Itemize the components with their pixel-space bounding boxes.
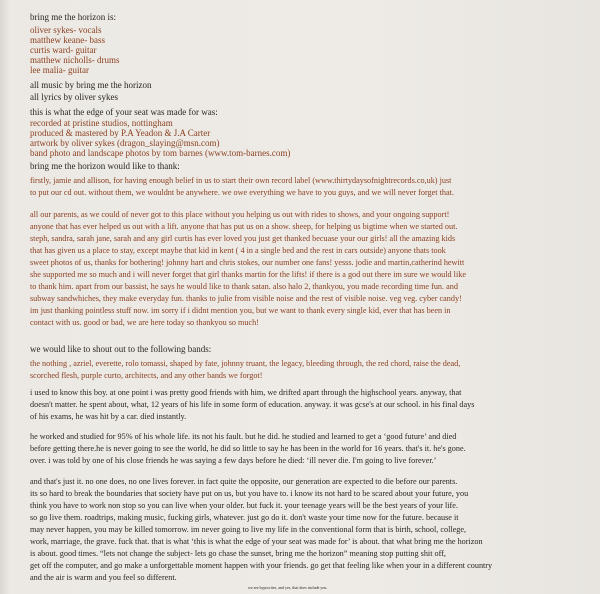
thanks-line: she supported me so much and i will never forget that girl thanks martin for the lifts! if there is a god out there im sure we would like — [30, 270, 466, 279]
production-line: artwork by oliver sykes (dragon_slaying@msn.com) — [30, 138, 220, 148]
story-line: i used to know this boy. at one point i was pretty good friends with him, we drifted apart through the highschool years. anyway, that — [30, 388, 462, 397]
shoutout-heading: we would like to shout out to the following bands: — [30, 344, 212, 354]
story-line: work, marriage, the grave. fuck that. that is what ‘this is what the edge of your seat was made for’ is about. that what bring me the horizon — [30, 537, 483, 546]
story-line: and that's just it. no one does, no one lives forever. in fact quite the opposite, our generation are expected to die before our parents. — [30, 477, 458, 486]
member-line: lee malia- guitar — [30, 65, 89, 75]
thanks-line: to thank him. apart from our bassist, he says he would like to thank satan. also halo 2, thankyou, you made recording time fun. and — [30, 282, 458, 291]
shoutout-line: scorched flesh, purple curto, architects, and any other bands we forgot! — [30, 371, 263, 380]
thanks-line: sweet photos of us, thanks for bothering! johnny hart and chris stokes, our number one fans! yesss. jodie and martin,catherind hewitt — [30, 258, 465, 267]
production-line: band photo and landscape photos by tom barnes (www.tom-barnes.com) — [30, 148, 291, 158]
story-line: so go live them. roadtrips, making music, fucking girls, whatever. just go do it. don't waste your time now for the future. because it — [30, 513, 459, 522]
story-line: he worked and studied for 95% of his whole life. its not his fault. but he did. he studied and learned to get a ‘good future’ and died — [30, 432, 457, 441]
story-line: of his exams, he was hit by a car. died instantly. — [30, 412, 187, 421]
story-line: its so hard to break the boundaries that society have put on us, but you have to. i know its not hard to be scared about your future, you — [30, 489, 469, 498]
story-line: get off the computer, and go make a unforgettable moment happen with your friends. go get that feeling like when your in a different country — [30, 561, 493, 570]
story-line: think you have to work non stop so you can live when your older. but fuck it. your teenage years will be the best years of your life. — [30, 501, 458, 510]
story-line: before getting there.he is never going to see the world, he did so little to say he has been in the world for 16 years. that's it. he's gone. — [30, 444, 466, 453]
story-line: and the air is warm and you feel so different. — [30, 573, 177, 582]
story-line: over. i was told by one of his close friends he was saying a few days before he died: ‘ill never die. I'm going to live forever.’ — [30, 456, 437, 465]
footnote: we are hypocrites, and yes, that does include you. — [248, 585, 328, 590]
thanks-heading: bring me the horizon would like to thank: — [30, 161, 180, 171]
edge-heading: this is what the edge of your seat was made for was: — [30, 107, 218, 117]
lyrics-credit: all lyrics by oliver sykes — [30, 92, 118, 102]
music-credit: all music by bring me the horizon — [30, 80, 152, 90]
thanks-line: contact with us. good or bad, we are here today so thankyou so much! — [30, 318, 259, 327]
production-line: produced & mastered by P.A Yeadon & J.A Carter — [30, 128, 211, 138]
thanks-line: firstly, jamie and allison, for having enough belief in us to start their own record label (www.thirtydaysofnightrecords.co,uk) just — [30, 176, 452, 185]
thanks-line: steph, sandra, sarah jane, sarah and any girl curtis has ever loved you just get thanked becuase your our girls! all the amazing kids — [30, 234, 456, 243]
thanks-line: subway sandwhiches, they make everyday fun. thanks to julie from visible noise and the rest of visible noise. veg veg. cyber candy! — [30, 294, 462, 303]
thanks-line: anyone that has ever helped us out with a lift. anyone that has put us on a show. sheep, for helping us bigtime when we started out. — [30, 222, 458, 231]
story-line: is about. good times. “lets not change the subject- lets go chase the sunset, bring me the horizon” meaning stop putting shit off, — [30, 549, 446, 558]
thanks-line: to put our cd out. without them, we wouldnt be anywhere. we owe everything we have to you guys, and we will never forget that. — [30, 188, 454, 197]
member-line: oliver sykes- vocals — [30, 25, 102, 35]
member-line: matthew keane- bass — [30, 35, 105, 45]
thanks-line: im just thanking pointless stuff now. im sorry if i didnt mention you, but we want to thank every single kid, ever that has been in — [30, 306, 451, 315]
thanks-line: that has given us a place to stay, except maybe that kid in kent ( 4 in a single bed and the rest in cars outside) anyone thats took — [30, 246, 446, 255]
member-line: matthew nicholls- drums — [30, 55, 120, 65]
story-line: doesn't matter. he spent about, what, 12 years of his life in some form of education. anyway. it was gcse's at our school. in his final days — [30, 400, 475, 409]
thanks-line: all our parents, as we could of never got to this place without you helping us out with rides to shows, and your ongoing support! — [30, 210, 450, 219]
production-line: recorded at pristine studios, nottingham — [30, 118, 173, 128]
band-heading: bring me the horizon is: — [30, 12, 116, 22]
member-line: curtis ward- guitar — [30, 45, 97, 55]
story-line: may never happen, you may be killed tomorrow. im never going to live my life in the conventional form that is birth, school, college, — [30, 525, 467, 534]
shoutout-line: the nothing , azriel, everette, rolo tomassi, shaped by fate, johnny truant, the legacy, bleeding through, the red chord, raise the dead, — [30, 359, 461, 368]
